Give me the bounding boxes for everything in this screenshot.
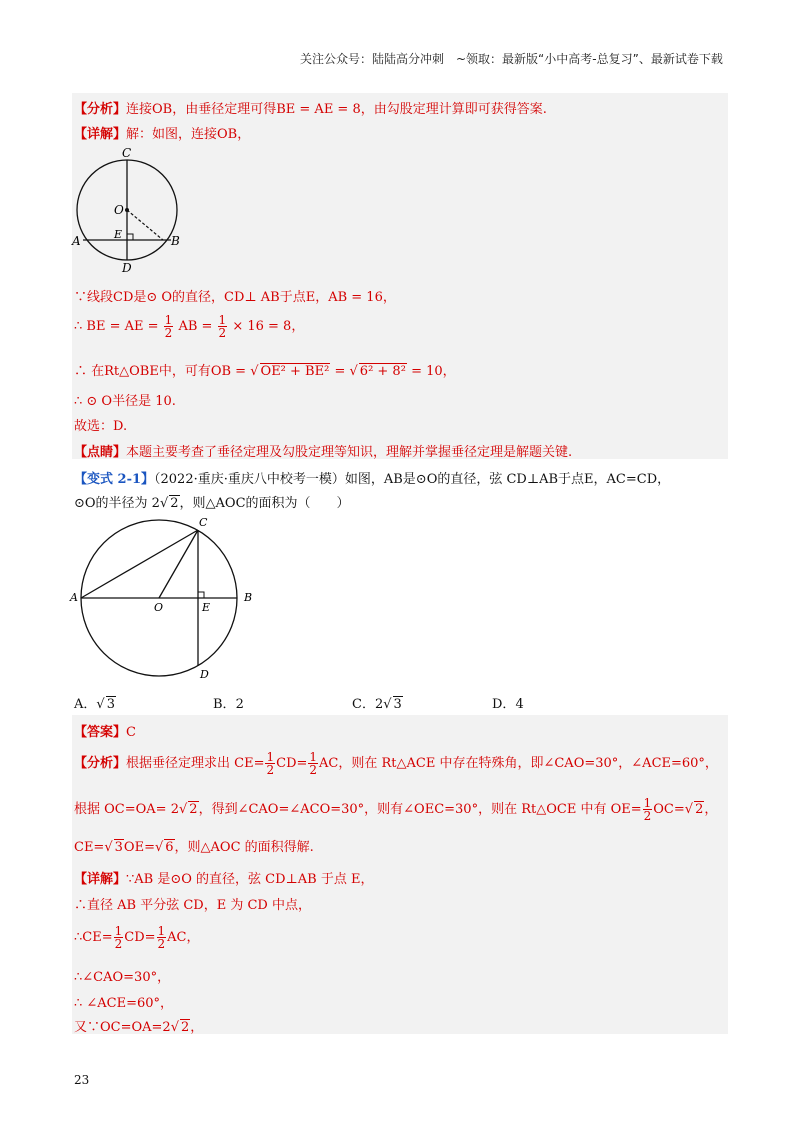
frac-den: 2 [266, 763, 275, 777]
answer-analysis-1 [74, 751, 718, 776]
a2-mid: ，得到∠CAO=∠ACO=30°，则有∠OEC=30°，则在 Rt△OCE 中有 OE= [198, 802, 642, 817]
frac-num: 1 [218, 313, 227, 327]
sqrt-sign: √ [96, 697, 105, 712]
problem-tag: 【变式 2-1】 [74, 472, 155, 487]
option-c-label: C． [352, 697, 375, 712]
fig1-label-o: O [114, 203, 124, 217]
d6-radicand: 2 [181, 1020, 190, 1035]
sqrt-sign: √ [154, 840, 164, 855]
answer-tag: 【答案】 [74, 725, 127, 740]
answer-detail-tag: 【详解】 [74, 872, 127, 887]
frac-den: 2 [218, 326, 227, 340]
step-3 [74, 360, 456, 379]
fig2-label-a: A [70, 591, 78, 604]
comment-tag: 【点睛】 [74, 445, 127, 460]
problem-text-1: （2022·重庆·重庆八中校考一模）如图，AB是⊙O的直径，弦 CD⊥AB于点E，AC=CD， [154, 472, 671, 487]
answer-line [74, 721, 136, 740]
d6-prefix: 又∵OC=OA=2 [74, 1020, 171, 1035]
answer-value: C [126, 725, 136, 740]
a3-mid: OE= [123, 840, 155, 855]
option-b[interactable] [213, 693, 244, 712]
step-3-radicand-2: 6² + 8² [359, 364, 406, 379]
option-c-coef: 2 [374, 697, 384, 712]
option-c[interactable] [352, 693, 403, 712]
fraction-half [265, 751, 275, 776]
frac-num: 1 [114, 924, 123, 938]
answer-detail-5: ∴ ∠ACE=60°， [74, 996, 174, 1011]
fraction-half [218, 314, 228, 339]
page-number: 23 [74, 1073, 90, 1087]
sqrt-sign: √ [104, 840, 113, 855]
detail-line [74, 123, 250, 142]
sqrt-sign: √ [159, 496, 169, 511]
fig1-label-b: B [171, 234, 180, 248]
fraction-half [164, 314, 174, 339]
frac-den: 2 [157, 937, 166, 951]
frac-num: 1 [643, 796, 652, 810]
fig2-label-o: O [154, 601, 164, 614]
d3-suffix: AC， [167, 930, 200, 945]
frac-num: 1 [309, 750, 318, 764]
comment-text: 本题主要考查了垂径定理及勾股定理等知识，理解并掌握垂径定理是解题关键. [126, 445, 573, 460]
sqrt-sign: √ [178, 802, 188, 817]
sqrt-sign: √ [349, 364, 358, 379]
sqrt-sign: √ [170, 1020, 180, 1035]
a2-suffix: ， [704, 802, 718, 817]
step-1: ∵线段CD是⊙ O的直径，CD⊥ AB于点E，AB = 16， [74, 290, 396, 305]
problem-radius-radicand: 2 [170, 496, 179, 511]
a1-prefix: 根据垂径定理求出 CE= [126, 756, 265, 771]
step-2-mid: AB = [178, 319, 213, 334]
figure-circle-1 [70, 145, 200, 275]
problem-text-2-prefix: ⊙O的半径为 2 [74, 496, 160, 511]
fig2-label-b: B [244, 591, 253, 604]
answer-detail-6 [74, 1016, 203, 1035]
frac-den: 2 [309, 763, 318, 777]
option-d-value: 4 [515, 697, 524, 712]
comment-line [74, 441, 572, 460]
analysis-tag: 【分析】 [74, 102, 127, 117]
option-a-value: 3 [106, 697, 115, 712]
fig1-label-a: A [72, 234, 81, 248]
page-header: 关注公众号：陆陆高分冲刺 ~领取：最新版“小中高考-总复习”、最新试卷下载 [300, 52, 723, 66]
frac-num: 1 [266, 750, 275, 764]
fig2-label-d: D [200, 668, 209, 681]
answer-analysis-2 [74, 797, 717, 822]
fig1-label-c: C [122, 146, 132, 160]
a1-mid1: CD= [276, 756, 308, 771]
step-3-prefix: ∴ 在Rt△OBE中，可有OB = [74, 364, 247, 379]
step-3-suffix: = 10， [411, 364, 456, 379]
d3-mid: CD= [124, 930, 156, 945]
a3-radicand-2: 6 [165, 840, 174, 855]
option-c-radicand: 3 [393, 697, 402, 712]
fig2-label-c: C [199, 516, 208, 529]
analysis-line [74, 98, 547, 117]
frac-den: 2 [643, 809, 652, 823]
step-2-suffix: × 16 = 8， [232, 319, 305, 334]
a3-suffix: ，则△AOC 的面积得解. [174, 840, 314, 855]
a2-mid2: OC= [653, 802, 685, 817]
option-a[interactable] [74, 693, 116, 712]
option-a-label: A． [74, 697, 97, 712]
fig2-label-e: E [202, 601, 211, 614]
sqrt-sign: √ [684, 802, 694, 817]
step-2-prefix: ∴ BE = AE = [74, 319, 159, 334]
a3-prefix: CE= [74, 840, 105, 855]
d1: ∵AB 是⊙O 的直径，弦 CD⊥AB 于点 E， [126, 872, 374, 887]
step-4: ∴ ⊙ O半径是 10. [74, 394, 176, 409]
figure-circle-2 [66, 512, 266, 692]
frac-num: 1 [157, 924, 166, 938]
a2-radicand: 2 [189, 802, 198, 817]
step-2 [74, 314, 304, 339]
answer-analysis-3 [74, 836, 314, 855]
a2-prefix: 根据 OC=OA= 2 [74, 802, 179, 817]
d3-prefix: ∴CE= [74, 930, 113, 945]
step-3-radicand-1: OE² + BE² [260, 364, 330, 379]
sqrt-sign: √ [250, 364, 259, 379]
answer-analysis-tag: 【分析】 [74, 756, 127, 771]
answer-detail-3 [74, 925, 200, 950]
a2-radicand-2: 2 [695, 802, 704, 817]
fraction-half [643, 797, 653, 822]
frac-den: 2 [164, 326, 173, 340]
a1-mid2: AC，则在 Rt△ACE 中存在特殊角，即∠CAO=30°，∠ACE=60°， [319, 756, 718, 771]
analysis-text: 连接OB，由垂径定理可得BE = AE = 8，由勾股定理计算即可获得答案. [126, 102, 547, 117]
option-b-label: B． [213, 697, 236, 712]
step-5: 故选：D. [74, 419, 128, 434]
problem-line-1 [74, 468, 670, 487]
option-d[interactable] [492, 693, 524, 712]
answer-detail-4: ∴∠CAO=30°， [74, 970, 171, 985]
fig1-label-d: D [122, 261, 132, 275]
step-3-eq: = [334, 364, 346, 379]
detail-text: 解：如图，连接OB， [126, 127, 251, 142]
problem-text-2-suffix: ，则△AOC的面积为（ ） [179, 496, 350, 511]
frac-den: 2 [114, 937, 123, 951]
fraction-half [308, 751, 318, 776]
detail-tag: 【详解】 [74, 127, 127, 142]
option-b-value: 2 [235, 697, 244, 712]
answer-detail-1 [74, 868, 373, 887]
fig1-label-e: E [114, 228, 123, 241]
d6-suffix: ， [190, 1020, 204, 1035]
problem-line-2 [74, 492, 350, 511]
fraction-half [114, 925, 124, 950]
a3-radicand-1: 3 [114, 840, 123, 855]
fraction-half [157, 925, 167, 950]
answer-detail-2: ∴直径 AB 平分弦 CD，E 为 CD 中点， [74, 898, 311, 913]
option-d-label: D． [492, 697, 516, 712]
frac-num: 1 [164, 313, 173, 327]
sqrt-sign: √ [383, 697, 392, 712]
